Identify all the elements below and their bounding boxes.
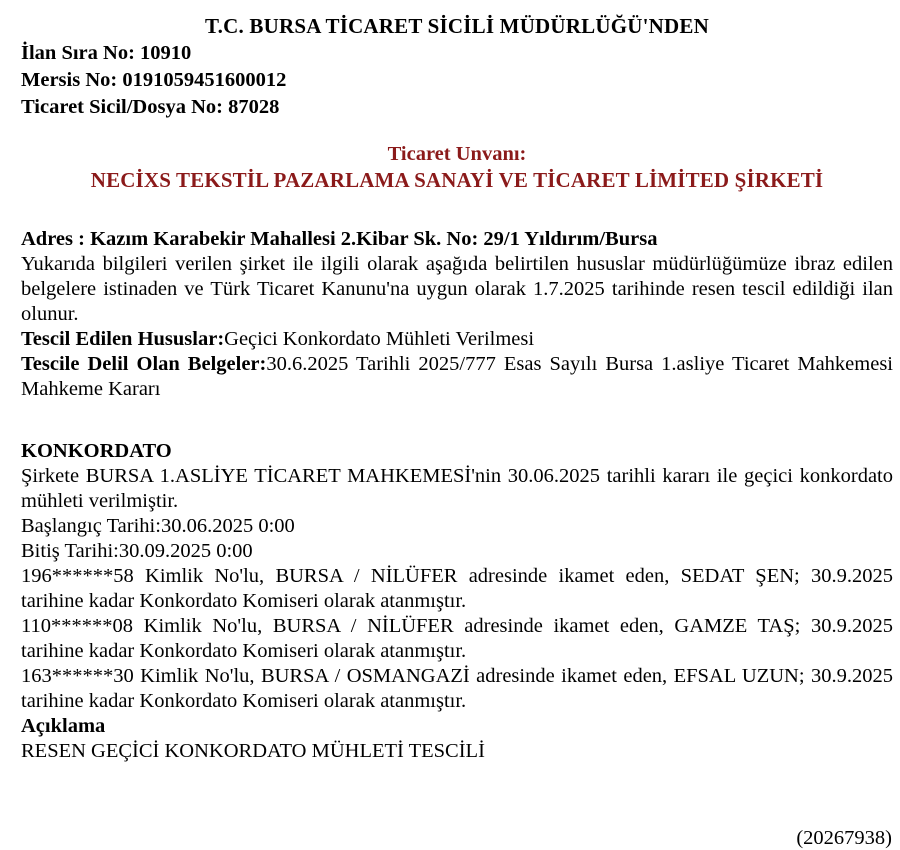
- konkordato-start-date: Başlangıç Tarihi:30.06.2025 0:00: [21, 515, 295, 537]
- registry-office-title: T.C. BURSA TİCARET SİCİLİ MÜDÜRLÜĞÜ'NDEN: [205, 14, 709, 38]
- commissioner-2: 110******08 Kimlik No'lu, BURSA / NİLÜFER adresinde ikamet eden, GAMZE TAŞ; 30.9.2025 tarihine kadar Konkordato Komiseri olarak atanmıştır.: [21, 615, 893, 662]
- konkordato-end-date: Bitiş Tarihi:30.09.2025 0:00: [21, 540, 253, 562]
- konkordato-decision: Şirkete BURSA 1.ASLİYE TİCARET MAHKEMESİ'nin 30.06.2025 tarihli kararı ile geçici konkordato mühleti verilmiştir.: [21, 465, 893, 512]
- belgeler-value: 30.6.2025 Tarihli 2025/777 Esas Sayılı Bursa 1.asliye Ticaret Mahkemesi Mahkeme Kararı: [21, 353, 894, 400]
- commissioner-3: 163******30 Kimlik No'lu, BURSA / OSMANGAZİ adresinde ikamet eden, EFSAL UZUN; 30.9.2025 tarihine kadar Konkordato Komiseri olarak atanmıştır.: [21, 665, 893, 712]
- commissioner-1: 196******58 Kimlik No'lu, BURSA / NİLÜFER adresinde ikamet eden, SEDAT ŞEN; 30.9.2025 tarihine kadar Konkordato Komiseri olarak atanmıştır.: [21, 565, 893, 612]
- ilan-sira-no: İlan Sıra No: 10910: [21, 42, 192, 64]
- announcement-id: (20267938): [796, 827, 892, 849]
- konkordato-heading: KONKORDATO: [21, 440, 172, 462]
- tescile-delil-belgeler: [21, 352, 893, 402]
- company-title-block: [21, 141, 893, 193]
- tescil-label: Tescil Edilen Hususlar:: [21, 328, 225, 350]
- announcement-document: [21, 12, 893, 764]
- aciklama-text: RESEN GEÇİCİ KONKORDATO MÜHLETİ TESCİLİ: [21, 740, 485, 762]
- company-address: Adres : Kazım Karabekir Mahallesi 2.Kibar Sk. No: 29/1 Yıldırım/Bursa: [21, 228, 658, 250]
- company-name: NECİXS TEKSTİL PAZARLAMA SANAYİ VE TİCARET LİMİTED ŞİRKETİ: [90, 168, 824, 192]
- tescil-edilen-hususlar: [21, 327, 893, 352]
- mersis-no: Mersis No: 0191059451600012: [21, 69, 287, 91]
- details-block: [21, 227, 893, 402]
- ticaret-sicil-no: Ticaret Sicil/Dosya No: 87028: [21, 96, 280, 118]
- aciklama-label: Açıklama: [21, 715, 106, 737]
- intro-paragraph: Yukarıda bilgileri verilen şirket ile ilgili olarak aşağıda belirtilen hususlar müdürlüğümüze ibraz edilen belgelere istinaden ve Türk Ticaret Kanunu'na uygun olarak 1.7.2025 tarihinde resen tescil edildiği ilan olunur.: [21, 253, 893, 325]
- belgeler-label: Tescile Delil Olan Belgeler:: [21, 353, 267, 375]
- konkordato-section: [21, 439, 893, 764]
- company-title-label: Ticaret Unvanı:: [387, 143, 527, 165]
- tescil-value: Geçici Konkordato Mühleti Verilmesi: [224, 328, 535, 350]
